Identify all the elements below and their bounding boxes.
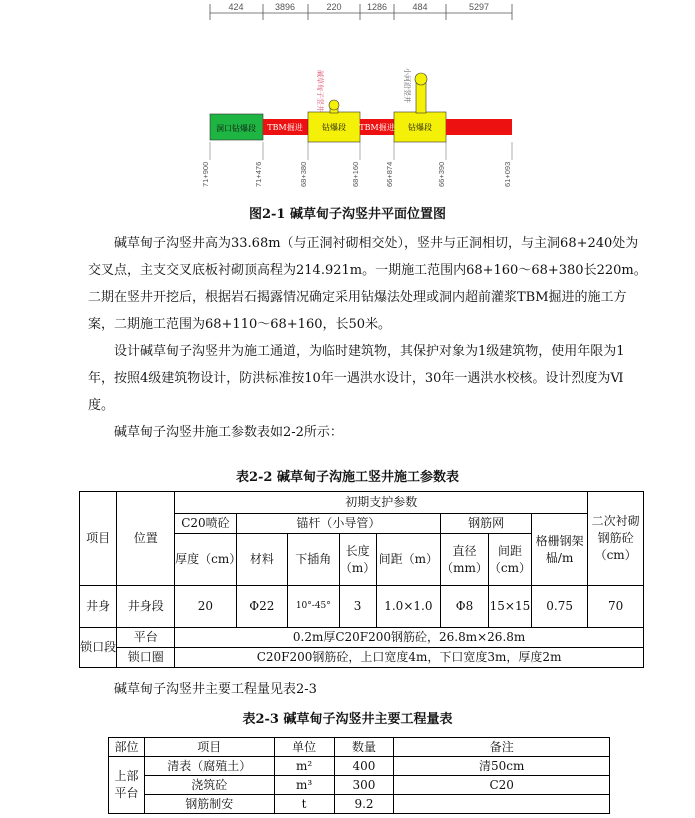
paragraph: 设计碱草甸子沟竖井为施工通道，为临时建筑物，其保护对象为1级建筑物，使用年限为1年，按照4级建筑物设计，防洪标准按10年一遇洪水设计，30年一遇洪水校核。设计烈度为Ⅵ度。 [88,344,625,413]
shaft-location-figure [0,0,695,200]
cell: C20F200钢筋砼，上口宽度4m，下口宽度3m，厚度2m [175,648,644,668]
cell: t [274,795,334,814]
cell [394,795,610,814]
header-angle: 下插角 [288,534,340,586]
header-item: 项目 [80,492,117,586]
cell: 井身 [80,586,117,628]
paragraph: 碱草甸子沟竖井高为33.68m（与正洞衬砌相交处），竖井与正洞相切，与主洞68+240处为交叉点，主支交叉底板衬砌顶高程为214.921m。一期施工范围内68+160～68+380长220m。二期在竖井开挖后，根据岩石揭露情况确定采用钻爆法处理或洞内超前灌浆TBM掘进的施工方案，二期施工范围为68+110～68+160，长50米。 [88,236,647,332]
cell: 锁口圈 [117,648,175,668]
cell: C20 [394,776,610,795]
quantity-table [108,737,610,814]
cell: 1.0×1.0 [376,586,441,628]
dim-label: 3896 [274,2,296,12]
chainage-label: 68+380 [299,161,308,187]
body-text [88,230,648,446]
header-initial-support: 初期支护参数 [175,492,588,514]
header-quantity: 数量 [334,738,394,757]
cell: 10°-45° [288,586,340,628]
header-part: 部位 [109,738,145,757]
cell: 400 [334,757,394,776]
cell: 20 [175,586,237,628]
header-thickness: 厚度（cm） [175,534,237,586]
shaft-2-icon [415,73,427,85]
header-diameter: 直径（mm） [441,534,489,586]
header-material: 材料 [236,534,287,586]
block-label: TBM掘进 [359,123,395,132]
cell: 300 [334,776,394,795]
dim-label: 1286 [366,2,388,12]
shaft-2-label: 小河沿竖井 [403,68,411,103]
chainage-label: 61+093 [503,161,512,187]
cell: Φ22 [236,586,287,628]
header-bolt: 锚杆（小导管） [236,514,440,534]
cell: 3 [339,586,376,628]
chainage-label: 66+390 [437,161,446,187]
cell: 0.75 [532,586,588,628]
header-remark: 备注 [394,738,610,757]
header-unit: 单位 [274,738,334,757]
header-shotcrete: C20喷砼 [175,514,237,534]
block-label: TBM掘进 [267,123,303,132]
block-tbm-3 [446,119,512,135]
dim-label: 5297 [468,2,490,12]
cell: 清50cm [394,757,610,776]
body-text-2 [88,676,648,703]
block-label: 钻爆段 [322,123,346,132]
shaft-1-icon [329,100,339,110]
cell: 0.2m厚C20F200钢筋砼，26.8m×26.8m [175,628,644,648]
dim-label: 484 [412,2,428,12]
header-mesh-spacing: 间距（cm） [488,534,531,586]
cell: 钢筋制安 [144,795,274,814]
cell: 清表（腐殖土） [144,757,274,776]
chainage-label: 68+160 [351,161,360,187]
header-position: 位置 [117,492,175,586]
cell: Φ8 [441,586,489,628]
table-2-2-caption: 表2-2 碱草甸子沟施工竖井施工参数表 [235,470,459,485]
cell: m² [274,757,334,776]
dim-label: 424 [228,2,244,12]
header-spacing: 间距（m） [376,534,441,586]
cell: 平台 [117,628,175,648]
construction-parameter-table [79,491,644,668]
shaft-1-label: 碱草甸子竖井 [316,70,324,112]
header-length: 长度（m） [339,534,376,586]
block-label: 钻爆段 [408,123,432,132]
cell: 70 [588,586,644,628]
dim-label: 220 [326,2,342,12]
chainage-label: 71+476 [254,161,263,187]
cell: 9.2 [334,795,394,814]
lock-section-label: 锁口段 [80,628,117,668]
header-item: 项目 [144,738,274,757]
paragraph: 碱草甸子沟竖井施工参数表如2-2所示： [114,425,343,440]
header-secondary-lining: 二次衬砌钢筋砼（cm） [588,492,644,586]
table-2-3-caption: 表2-3 碱草甸子沟竖井主要工程量表 [242,712,453,727]
figure-caption: 图2-1 碱草甸子沟竖井平面位置图 [248,207,446,222]
cell: 15×15 [488,586,531,628]
cell: 井身段 [117,586,175,628]
chainage-label: 66+874 [385,161,394,187]
cell: m³ [274,776,334,795]
paragraph: 碱草甸子沟竖井主要工程量见表2-3 [114,682,317,697]
cell: 浇筑砼 [144,776,274,795]
header-mesh: 钢筋网 [441,514,532,534]
header-lattice-arch: 格栅钢架榀/m [532,514,588,586]
part-label: 上部平台 [109,757,145,814]
chainage-label: 71+900 [201,161,210,187]
block-label: 洞口钻爆段 [216,124,256,133]
